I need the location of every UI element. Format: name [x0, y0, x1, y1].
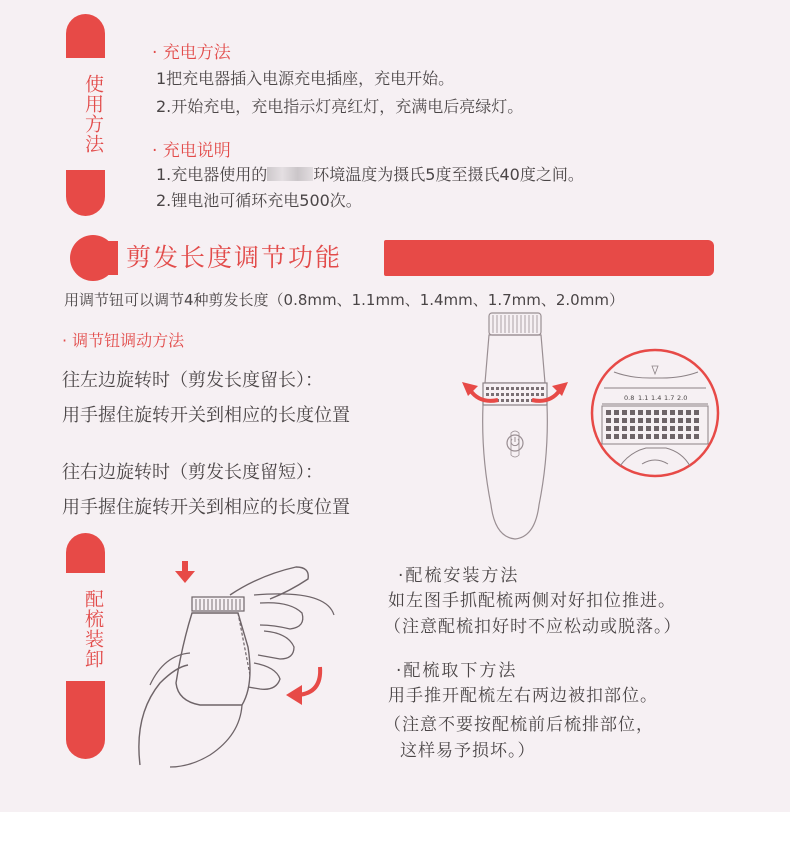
charge-notes-heading: · 充电说明 [152, 141, 231, 161]
remove-line-1: 用手推开配梳左右两边被扣部位。 [388, 686, 658, 706]
clipper-illustration [455, 305, 575, 555]
remove-line-3: 这样易予损坏。） [400, 741, 536, 761]
charge-notes-line-1-end: 环境温度为摄氏5度至摄氏40度之间。 [313, 165, 584, 184]
install-line-1: 如左图手抓配梳两侧对好扣位推进。 [388, 591, 676, 611]
comb-side-label [66, 533, 105, 758]
dial-label-5: 2.0 [677, 394, 688, 402]
bottom-margin [0, 812, 790, 841]
section-title: 剪发长度调节功能 [118, 238, 380, 278]
usage-side-label [66, 14, 105, 204]
dial-label-1: 0.8 [624, 394, 635, 402]
adjust-method-heading: · 调节钮调动方法 [62, 331, 185, 350]
dial-label-3: 1.4 [651, 394, 662, 402]
rotate-right-arrow [530, 378, 570, 408]
dial-label-2: 1.1 [638, 394, 649, 402]
rotate-right-line-2: 用手握住旋转开关到相应的长度位置 [62, 497, 350, 518]
charge-notes-line-2: 2.锂电池可循环充电500次。 [156, 191, 362, 210]
install-heading: ·配梳安装方法 [398, 566, 520, 586]
pill-bottom-cap [66, 170, 105, 216]
remove-line-2: （注意不要按配梳前后梳排部位， [384, 715, 654, 735]
pill-bottom-cap [66, 681, 105, 759]
banner-right-bar [384, 240, 714, 276]
install-line-2: （注意配梳扣好时不应松动或脱落。） [384, 617, 682, 637]
remove-heading: ·配梳取下方法 [396, 661, 518, 681]
pill-top-cap [66, 533, 105, 573]
pill-top-cap [66, 14, 105, 58]
rotate-left-line-1: 往左边旋转时（剪发长度留长）： [62, 370, 323, 391]
banner-left-bar [92, 241, 118, 275]
comb-install-illustration [130, 555, 340, 775]
comb-label-text: 配梳装卸 [82, 589, 104, 669]
charge-method-heading: · 充电方法 [152, 43, 231, 63]
rotate-right-line-1: 往右边旋转时（剪发长度留短）： [62, 462, 323, 483]
charge-notes-line-1-start: 1.充电器使用的 [156, 165, 268, 184]
length-intro: 用调节钮可以调节4种剪发长度（0.8mm、1.1mm、1.4mm、1.7mm、2.0mm） [64, 291, 624, 309]
rotate-left-line-2: 用手握住旋转开关到相应的长度位置 [62, 405, 350, 426]
blurred-text [267, 167, 313, 181]
charge-notes-line-1 [156, 162, 584, 185]
charge-method-line-1: 1把充电器插入电源充电插座，充电开始。 [156, 69, 455, 88]
dial-zoom-illustration [590, 348, 720, 478]
rotate-left-arrow [460, 378, 500, 408]
dial-label-4: 1.7 [664, 394, 675, 402]
usage-label-text: 使用方法 [82, 74, 104, 154]
charge-method-line-2: 2.开始充电，充电指示灯亮红灯，充满电后亮绿灯。 [156, 97, 524, 116]
